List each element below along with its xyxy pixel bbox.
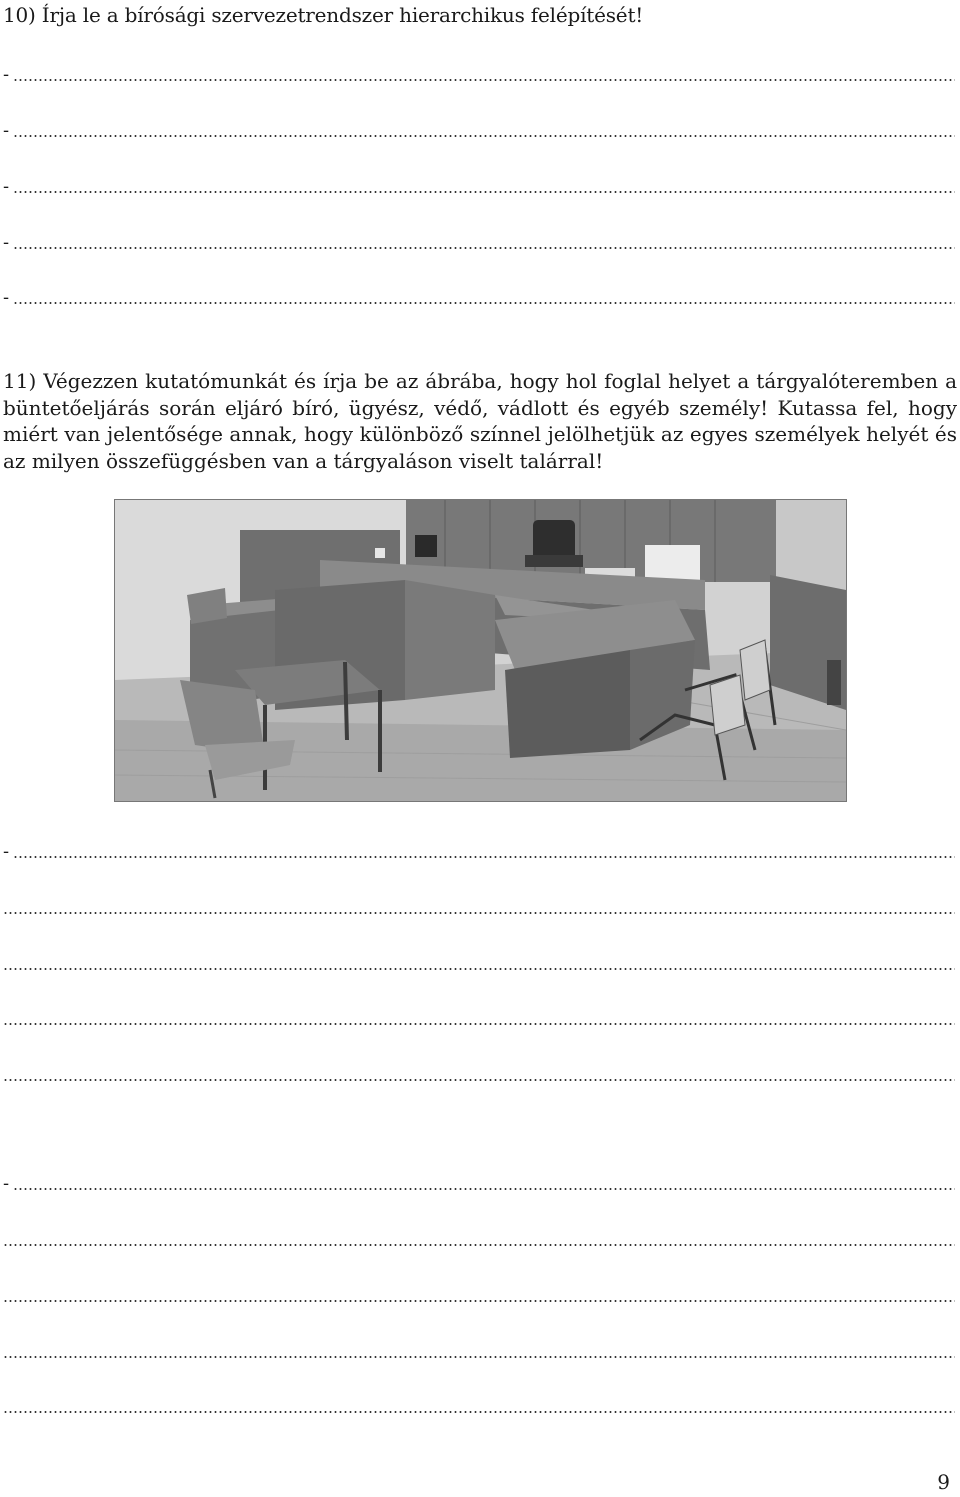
answer-line[interactable]: [3, 291, 955, 305]
answer-line[interactable]: [3, 180, 955, 194]
line-dash: -: [3, 845, 10, 859]
answer-line[interactable]: [3, 124, 955, 138]
courtroom-photo: [114, 499, 847, 802]
answer-line[interactable]: [3, 901, 955, 915]
answer-line[interactable]: [3, 845, 955, 859]
line-dash: -: [3, 68, 10, 82]
answer-line[interactable]: [3, 1012, 955, 1026]
line-dash: -: [3, 124, 10, 138]
answer-line[interactable]: [3, 1345, 955, 1359]
question-11-text: 11) Végezzen kutatómunkát és írja be az ábrába, hogy hol foglal helyet a tárgyalóteremben a büntetőeljárás során eljáró bíró, ügyész, védő, vádlott és egyéb személy! Kutassa fel, hogy miért van jelentősége annak, hogy különböző színnel jelölhetjük az egyes személyek helyét és az milyen összefüggésben van a tárgyaláson viselt talárral!: [3, 369, 957, 473]
answer-line[interactable]: [3, 1400, 955, 1414]
answer-line[interactable]: [3, 1177, 955, 1191]
line-dash: -: [3, 236, 10, 250]
answer-line[interactable]: [3, 68, 955, 82]
page-number: 9: [937, 1470, 950, 1494]
line-dash: -: [3, 1177, 10, 1191]
question-10-title: 10) Írja le a bírósági szervezetrendszer hierarchikus felépítését!: [3, 3, 644, 27]
answer-line[interactable]: [3, 236, 955, 250]
line-dash: -: [3, 180, 10, 194]
answer-line[interactable]: [3, 957, 955, 971]
answer-line[interactable]: [3, 1233, 955, 1247]
line-dash: -: [3, 291, 10, 305]
answer-line[interactable]: [3, 1068, 955, 1082]
answer-line[interactable]: [3, 1289, 955, 1303]
